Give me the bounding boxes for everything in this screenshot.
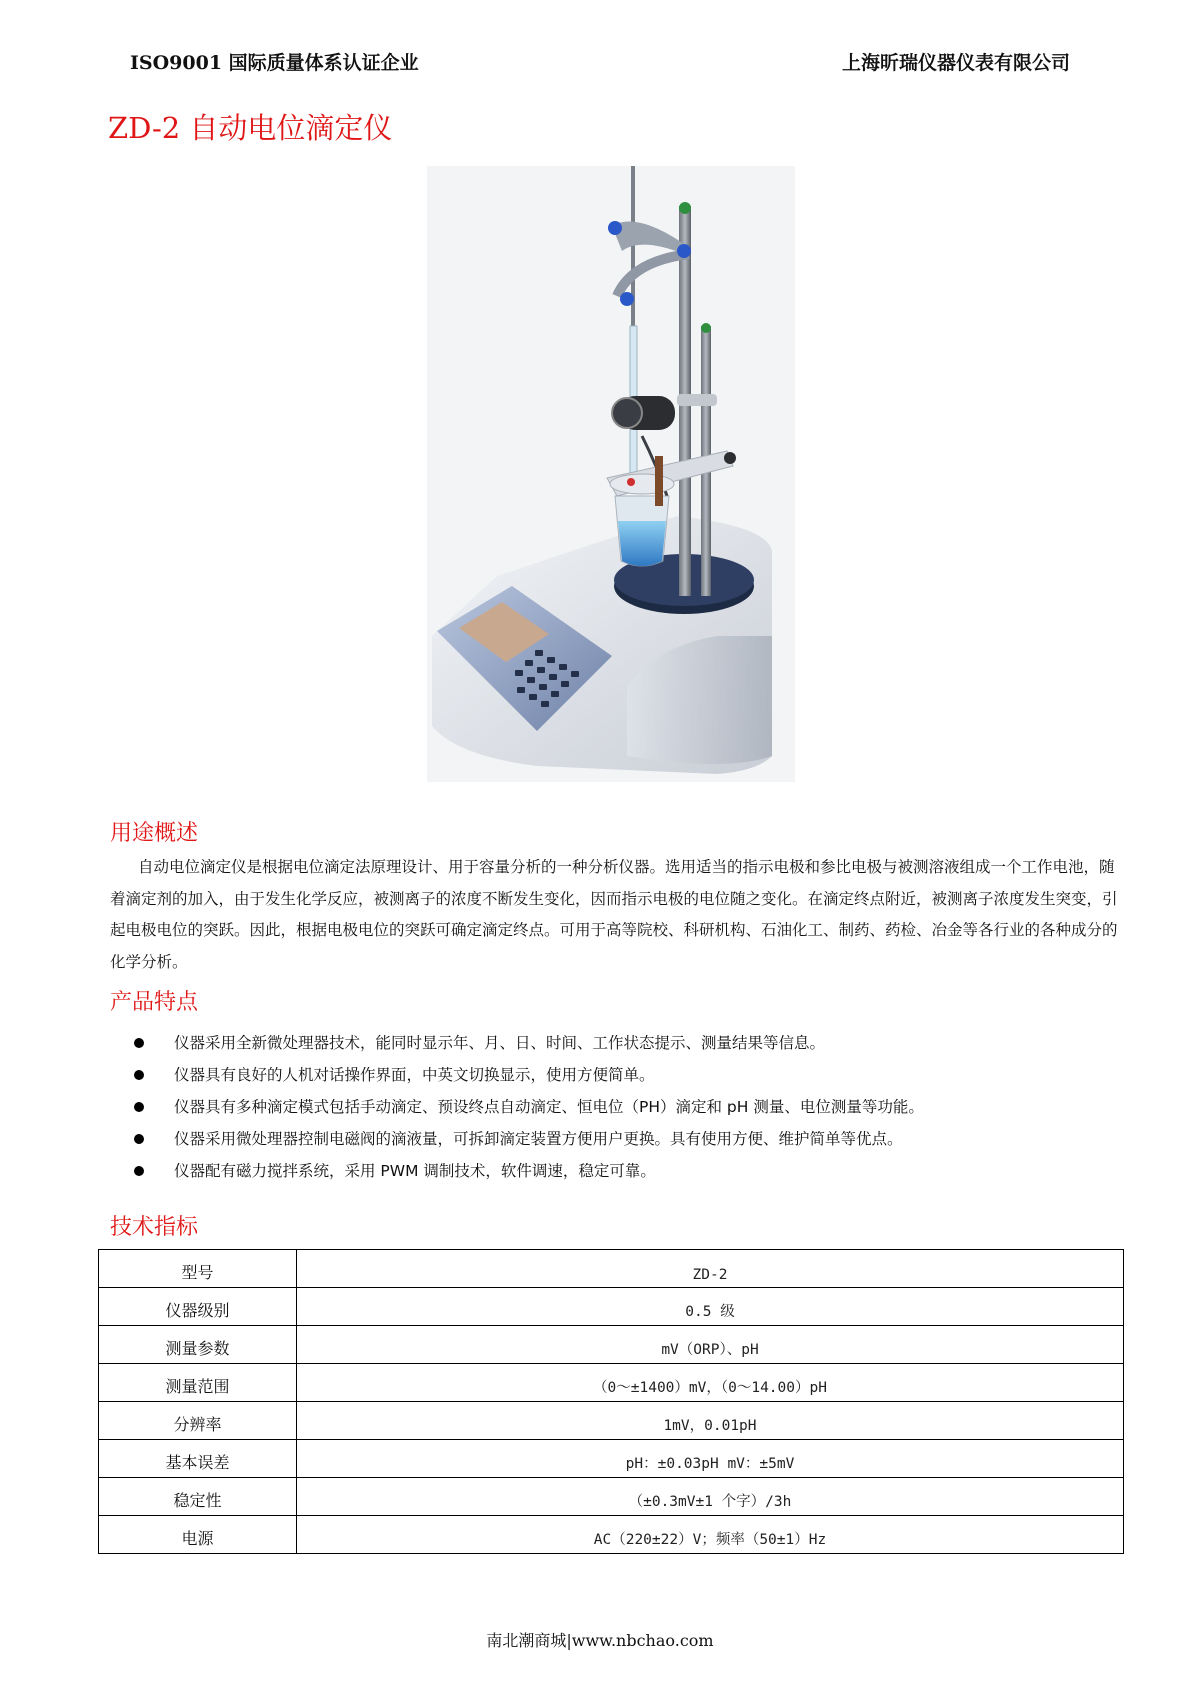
features-list [130, 1027, 1110, 1187]
list-item: 仪器采用全新微处理器技术，能同时显示年、月、日、时间、工作状态提示、测量结果等信息。 [130, 1027, 1110, 1059]
spec-key: 仪器级别 [99, 1288, 297, 1326]
spec-value: （0～±1400）mV，（0～14.00）pH [297, 1364, 1124, 1402]
table-row [99, 1516, 1124, 1554]
section-heading-usage: 用途概述 [110, 821, 199, 846]
spec-value: 0.5 级 [297, 1288, 1124, 1326]
list-item: 仪器具有多种滴定模式包括手动滴定、预设终点自动滴定、恒电位（PH）滴定和 pH 测量、电位测量等功能。 [130, 1091, 1110, 1123]
spec-key: 稳定性 [99, 1478, 297, 1516]
usage-paragraph [110, 852, 1120, 978]
header-company-cert: ISO9001 国际质量体系认证企业 [130, 52, 419, 74]
spec-key: 基本误差 [99, 1440, 297, 1478]
table-row [99, 1288, 1124, 1326]
bullet-icon [134, 1102, 144, 1112]
table-row [99, 1402, 1124, 1440]
section-heading-specs: 技术指标 [110, 1215, 199, 1240]
table-row [99, 1478, 1124, 1516]
spec-value: ZD-2 [297, 1250, 1124, 1288]
footer-text: 南北潮商城|www.nbchao.com [486, 1631, 714, 1650]
spec-key: 型号 [99, 1250, 297, 1288]
spec-key: 分辨率 [99, 1402, 297, 1440]
usage-text: 自动电位滴定仪是根据电位滴定法原理设计、用于容量分析的一种分析仪器。选用适当的指示电极和参比电极与被测溶液组成一个工作电池，随着滴定剂的加入，由于发生化学反应，被测离子的浓度不断发生变化，因而指示电极的电位随之变化。在滴定终点附近，被测离子浓度发生突变，引起电极电位的突跃。因此，根据电极电位的突跃可确定滴定终点。可用于高等院校、科研机构、石油化工、制药、药检、冶金等各行业的各种成分的化学分析。 [110, 858, 1118, 971]
table-row [99, 1250, 1124, 1288]
product-image [427, 166, 795, 782]
spec-value: （±0.3mV±1 个字）/3h [297, 1478, 1124, 1516]
bullet-icon [134, 1134, 144, 1144]
header-company-name: 上海昕瑞仪器仪表有限公司 [841, 52, 1070, 74]
spec-value: pH：±0.03pH mV：±5mV [297, 1440, 1124, 1478]
list-item: 仪器配有磁力搅拌系统，采用 PWM 调制技术，软件调速，稳定可靠。 [130, 1155, 1110, 1187]
list-item: 仪器采用微处理器控制电磁阀的滴液量，可拆卸滴定装置方便用户更换。具有使用方便、维护简单等优点。 [130, 1123, 1110, 1155]
list-item: 仪器具有良好的人机对话操作界面，中英文切换显示，使用方便简单。 [130, 1059, 1110, 1091]
spec-key: 测量参数 [99, 1326, 297, 1364]
spec-value: mV（ORP）、pH [297, 1326, 1124, 1364]
bullet-icon [134, 1166, 144, 1176]
table-row [99, 1326, 1124, 1364]
table-row [99, 1364, 1124, 1402]
bullet-icon [134, 1070, 144, 1080]
spec-table [98, 1249, 1124, 1554]
table-row [99, 1440, 1124, 1478]
spec-key: 测量范围 [99, 1364, 297, 1402]
spec-key: 电源 [99, 1516, 297, 1554]
section-heading-features: 产品特点 [110, 990, 199, 1015]
page-title: ZD-2 自动电位滴定仪 [108, 111, 393, 145]
spec-value: AC（220±22）V；频率（50±1）Hz [297, 1516, 1124, 1554]
spec-value: 1mV，0.01pH [297, 1402, 1124, 1440]
bullet-icon [134, 1038, 144, 1048]
